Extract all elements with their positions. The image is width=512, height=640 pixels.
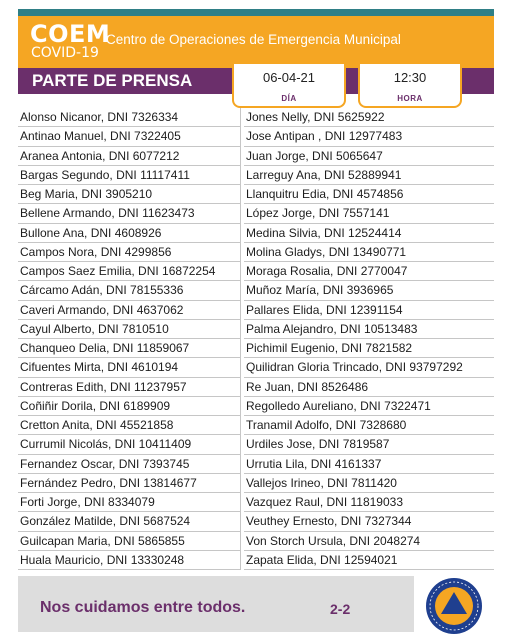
name-entry: Huala Mauricio, DNI 13330248 <box>18 551 240 570</box>
name-entry: Currumil Nicolás, DNI 10411409 <box>18 435 240 454</box>
name-entry: Zapata Elida, DNI 12594021 <box>244 551 494 570</box>
name-entry: Cretton Anita, DNI 45521858 <box>18 416 240 435</box>
name-entry: Urrutia Lila, DNI 4161337 <box>244 455 494 474</box>
name-entry: Vazquez Raul, DNI 11819033 <box>244 493 494 512</box>
name-entry: Forti Jorge, DNI 8334079 <box>18 493 240 512</box>
name-entry: Jose Antipan , DNI 12977483 <box>244 127 494 146</box>
name-entry: Coñiñir Dorila, DNI 6189909 <box>18 397 240 416</box>
name-entry: Muñoz María, DNI 3936965 <box>244 281 494 300</box>
name-entry: Vallejos Irineo, DNI 7811420 <box>244 474 494 493</box>
names-list <box>18 108 494 572</box>
top-accent-bar <box>18 9 494 16</box>
name-entry: Guilcapan Maria, DNI 5865855 <box>18 532 240 551</box>
column-divider <box>240 108 241 570</box>
name-entry: López Jorge, DNI 7557141 <box>244 204 494 223</box>
name-entry: González Matilde, DNI 5687524 <box>18 512 240 531</box>
date-value: 06-04-21 <box>262 70 316 85</box>
logo-coem: COEM <box>30 20 111 48</box>
names-column-right <box>244 108 494 570</box>
name-entry: Juan Jorge, DNI 5065647 <box>244 147 494 166</box>
time-box <box>358 64 462 108</box>
time-value: 12:30 <box>393 70 427 85</box>
name-entry: Re Juan, DNI 8526486 <box>244 378 494 397</box>
name-entry: Aranea Antonia, DNI 6077212 <box>18 147 240 166</box>
name-entry: Pichimil Eugenio, DNI 7821582 <box>244 339 494 358</box>
name-entry: Bargas Segundo, DNI 11117411 <box>18 166 240 185</box>
name-entry: Quilidran Gloria Trincado, DNI 93797292 <box>244 358 494 377</box>
name-entry: Cifuentes Mirta, DNI 4610194 <box>18 358 240 377</box>
name-entry: Bellene Armando, DNI 11623473 <box>18 204 240 223</box>
time-label: HORA <box>397 94 423 103</box>
name-entry: Campos Saez Emilia, DNI 16872254 <box>18 262 240 281</box>
name-entry: Jones Nelly, DNI 5625922 <box>244 108 494 127</box>
slogan: Nos cuidamos entre todos. <box>40 599 246 616</box>
name-entry: Medina Silvia, DNI 12524414 <box>244 224 494 243</box>
names-column-left <box>18 108 240 570</box>
date-label: DÍA <box>281 94 297 103</box>
footer-band <box>18 576 414 632</box>
name-entry: Larreguy Ana, DNI 52889941 <box>244 166 494 185</box>
name-entry: Moraga Rosalia, DNI 2770047 <box>244 262 494 281</box>
name-entry: Pallares Elida, DNI 12391154 <box>244 301 494 320</box>
name-entry: Palma Alejandro, DNI 10513483 <box>244 320 494 339</box>
name-entry: Bullone Ana, DNI 4608926 <box>18 224 240 243</box>
logo-covid: COVID-19 <box>31 45 99 61</box>
header-title: Centro de Operaciones de Emergencia Municipal <box>106 32 401 47</box>
footer <box>18 572 494 634</box>
name-entry: Fernández Pedro, DNI 13814677 <box>18 474 240 493</box>
name-entry: Cayul Alberto, DNI 7810510 <box>18 320 240 339</box>
name-entry: Caveri Armando, DNI 4637062 <box>18 301 240 320</box>
header-banner <box>18 16 494 68</box>
name-entry: Molina Gladys, DNI 13490771 <box>244 243 494 262</box>
name-entry: Regolledo Aureliano, DNI 7322471 <box>244 397 494 416</box>
name-entry: Tranamil Adolfo, DNI 7328680 <box>244 416 494 435</box>
name-entry: Von Storch Ursula, DNI 2048274 <box>244 532 494 551</box>
name-entry: Veuthey Ernesto, DNI 7327344 <box>244 512 494 531</box>
name-entry: Alonso Nicanor, DNI 7326334 <box>18 108 240 127</box>
name-entry: Cárcamo Adán, DNI 78155336 <box>18 281 240 300</box>
page-number: 2-2 <box>330 601 351 617</box>
name-entry: Contreras Edith, DNI 11237957 <box>18 378 240 397</box>
name-entry: Campos Nora, DNI 4299856 <box>18 243 240 262</box>
name-entry: Urdiles Jose, DNI 7819587 <box>244 435 494 454</box>
name-entry: Llanquitru Edia, DNI 4574856 <box>244 185 494 204</box>
name-entry: Antinao Manuel, DNI 7322405 <box>18 127 240 146</box>
name-entry: Chanqueo Delia, DNI 11859067 <box>18 339 240 358</box>
press-title: PARTE DE PRENSA <box>32 71 193 90</box>
name-entry: Fernandez Oscar, DNI 7393745 <box>18 455 240 474</box>
name-entry: Beg Maria, DNI 3905210 <box>18 185 240 204</box>
civil-protection-seal-icon <box>424 576 484 636</box>
date-box <box>232 64 346 108</box>
